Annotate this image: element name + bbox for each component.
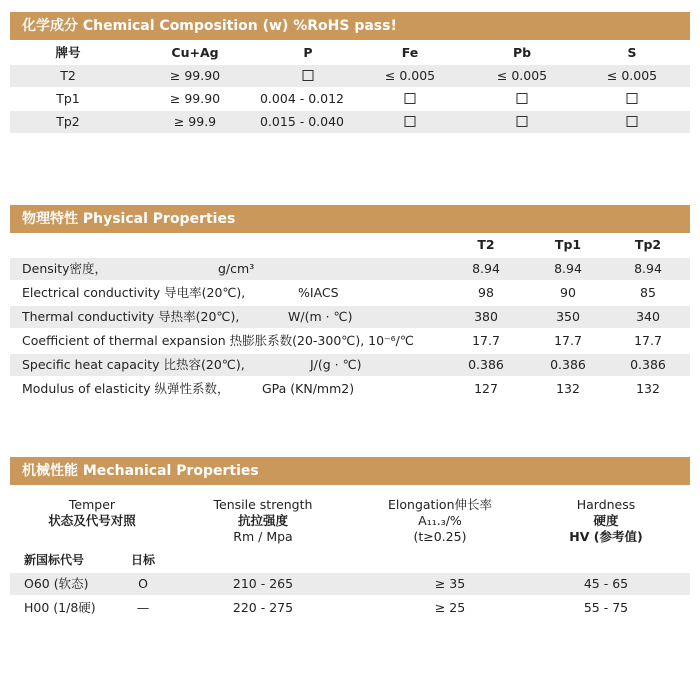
value-t2: 8.94: [472, 261, 500, 276]
property-unit: %IACS: [298, 285, 339, 300]
empty-box: [405, 93, 416, 104]
header-fe: Fe: [401, 45, 419, 60]
temper-jis-cell: O: [138, 576, 148, 591]
empty-box: [627, 93, 638, 104]
property-label: Specific heat capacity 比热容(20℃),: [22, 357, 245, 372]
property-unit: g/cm³: [218, 261, 255, 276]
tensile-header-cn: 抗拉强度: [237, 513, 288, 528]
temper-jis-cell: —: [136, 600, 150, 615]
physical-row-expansion: [10, 330, 690, 352]
cu-ag-cell: ≥ 99.9: [173, 114, 217, 129]
hardness-header-en: Hardness: [576, 497, 636, 512]
p-cell: [303, 65, 314, 87]
mechanical-row: [10, 597, 690, 619]
tensile-header: [214, 497, 313, 545]
property-label: Electrical conductivity 导电率(20℃),: [22, 285, 246, 300]
value-t2: 98: [478, 285, 494, 300]
elongation-header-cond: (t≥0.25): [413, 529, 467, 544]
header-t2: T2: [477, 237, 495, 252]
value-t2: 0.386: [468, 357, 504, 372]
tensile-cell: 210 - 265: [232, 576, 294, 591]
hardness-header: [569, 497, 642, 545]
value-tp2: 340: [636, 309, 660, 324]
subheader-gb: 新国标代号: [24, 553, 85, 567]
s-cell: [627, 88, 638, 110]
mechanical-section-header: 机械性能 Mechanical Properties: [10, 457, 690, 485]
empty-box: [405, 116, 416, 127]
chemical-row: [10, 65, 690, 87]
value-t2: 17.7: [472, 333, 500, 348]
cu-ag-cell: ≥ 99.90: [169, 68, 221, 83]
elongation-header-unit: A₁₁.₃/%: [418, 513, 462, 528]
s-cell: ≤ 0.005: [606, 68, 658, 83]
property-label: Thermal conductivity 导热率(20℃),: [22, 309, 240, 324]
temper-header-en: Temper: [68, 497, 116, 512]
physical-row-density: [10, 258, 690, 280]
temper-header-cn: 状态及代号对照: [48, 513, 136, 528]
empty-box: [303, 70, 314, 81]
value-tp1: 0.386: [550, 357, 586, 372]
grade-cell: Tp1: [56, 91, 80, 106]
physical-header-row: [10, 234, 690, 256]
property-unit: W/(m · ℃): [288, 309, 353, 324]
value-tp2: 17.7: [634, 333, 662, 348]
tensile-cell: 220 - 275: [232, 600, 294, 615]
property-unit: GPa (KN/mm2): [262, 381, 355, 396]
header-pb: Pb: [512, 45, 532, 60]
tensile-header-en: Tensile strength: [213, 497, 313, 512]
header-tp2: Tp2: [634, 237, 662, 252]
empty-box: [517, 93, 528, 104]
p-cell: 0.004 - 0.012: [259, 91, 345, 106]
p-cell: 0.015 - 0.040: [259, 114, 345, 129]
elongation-header: [388, 497, 492, 545]
header-tp1: Tp1: [554, 237, 582, 252]
empty-box: [517, 116, 528, 127]
property-label: Modulus of elasticity 纵弹性系数，: [22, 381, 230, 396]
s-cell: [627, 111, 638, 133]
value-tp2: 85: [640, 285, 656, 300]
value-tp2: 0.386: [630, 357, 666, 372]
temper-subheader-row: [10, 549, 690, 571]
value-tp1: 90: [560, 285, 576, 300]
physical-row-modulus: [10, 378, 690, 400]
value-tp1: 350: [556, 309, 580, 324]
temper-gb-cell: H00 (1/8硬): [24, 600, 96, 615]
chemical-section-header: 化学成分 Chemical Composition (w) %RoHS pass!: [10, 12, 690, 40]
elongation-header-en: Elongation伸长率: [388, 497, 492, 512]
header-grade: 牌号: [55, 45, 81, 60]
property-label: Coefficient of thermal expansion 热膨胀系数(20-300℃), 10⁻⁶/℃: [22, 333, 414, 348]
mechanical-row: [10, 573, 690, 595]
value-tp1: 8.94: [554, 261, 582, 276]
chemical-row: [10, 111, 690, 133]
fe-cell: ≤ 0.005: [384, 68, 436, 83]
value-tp1: 132: [556, 381, 580, 396]
physical-row-heat-capacity: [10, 354, 690, 376]
grade-cell: Tp2: [56, 114, 80, 129]
grade-cell: T2: [60, 68, 76, 83]
header-cu-ag: Cu+Ag: [171, 45, 219, 60]
value-tp2: 132: [636, 381, 660, 396]
pb-cell: [517, 111, 528, 133]
value-tp2: 8.94: [634, 261, 662, 276]
cu-ag-cell: ≥ 99.90: [169, 91, 221, 106]
fe-cell: [405, 111, 416, 133]
empty-box: [627, 116, 638, 127]
value-t2: 380: [474, 309, 498, 324]
pb-cell: ≤ 0.005: [496, 68, 548, 83]
physical-section-header: 物理特性 Physical Properties: [10, 205, 690, 233]
tensile-header-unit: Rm / Mpa: [233, 529, 293, 544]
hardness-cell: 45 - 65: [583, 576, 629, 591]
chemical-row: [10, 88, 690, 110]
pb-cell: [517, 88, 528, 110]
temper-header: [48, 497, 136, 529]
subheader-jis: 日标: [130, 553, 156, 567]
property-unit: J/(g · ℃): [310, 357, 362, 372]
header-s: S: [627, 45, 637, 60]
header-p: P: [303, 45, 313, 60]
elongation-cell: ≥ 35: [434, 576, 466, 591]
hardness-header-cn: 硬度: [593, 513, 619, 528]
value-t2: 127: [474, 381, 498, 396]
physical-row-thermal: [10, 306, 690, 328]
chemical-header-row: [10, 42, 690, 64]
property-label: Density密度，: [22, 261, 108, 276]
physical-row-electrical: [10, 282, 690, 304]
hardness-header-unit: HV (参考值): [569, 529, 643, 544]
value-tp1: 17.7: [554, 333, 582, 348]
elongation-cell: ≥ 25: [434, 600, 466, 615]
hardness-cell: 55 - 75: [583, 600, 629, 615]
fe-cell: [405, 88, 416, 110]
temper-gb-cell: O60 (软态): [24, 576, 89, 591]
